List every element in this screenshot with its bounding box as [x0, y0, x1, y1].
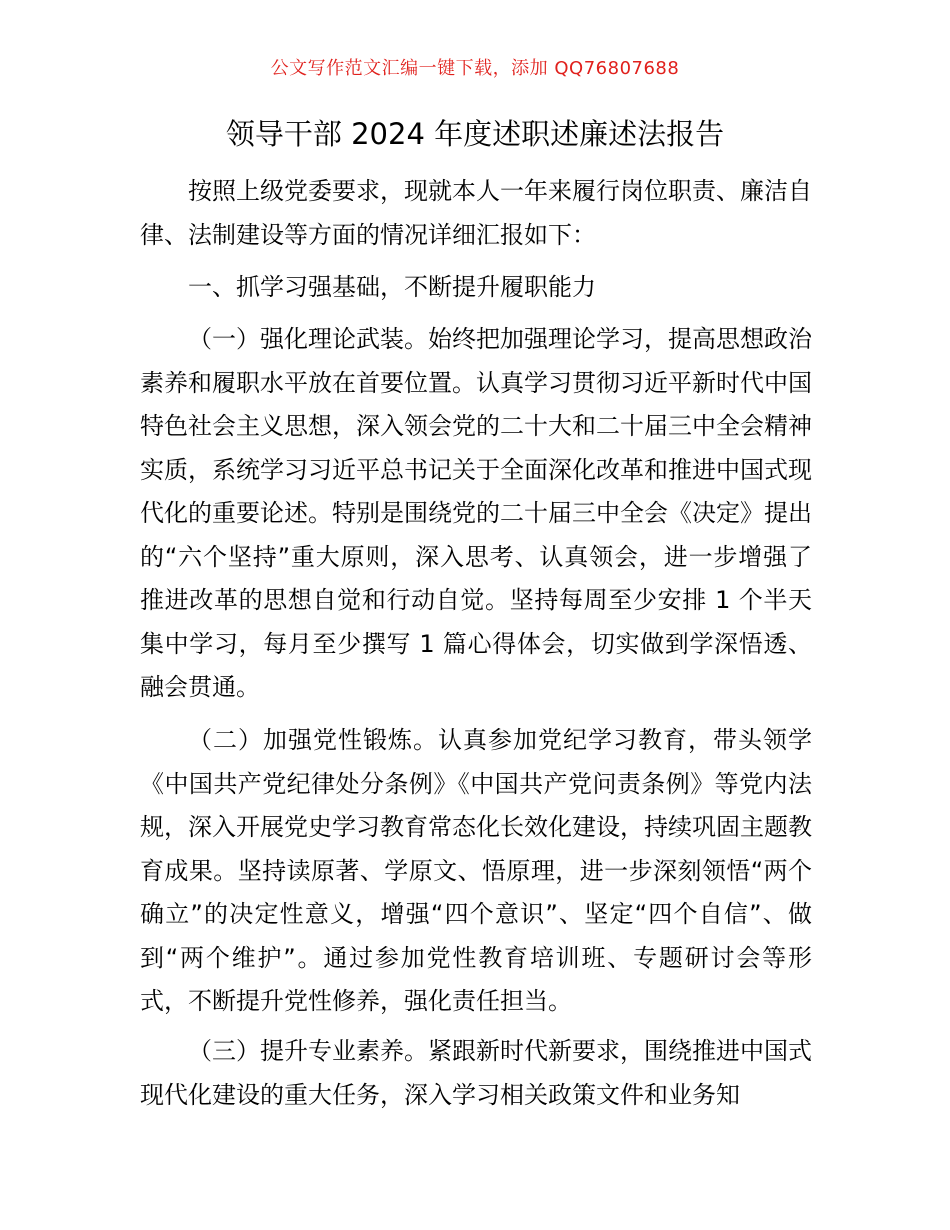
- intro-paragraph: 按照上级党委要求，现就本人一年来履行岗位职责、廉洁自律、法制建设等方面的情况详细汇报如下：: [140, 177, 812, 249]
- section-heading-1: 一、抓学习强基础，不断提升履职能力: [188, 273, 596, 301]
- subsection-3-paragraph: （三）提升专业素养。紧跟新时代新要求，围绕推进中国式现代化建设的重大任务，深入学习相关政策文件和业务知: [140, 1037, 812, 1109]
- document-title: 领导干部 2024 年度述职述廉述法报告: [225, 117, 725, 151]
- download-notice: 公文写作范文汇编一键下载，添加 QQ76807688: [270, 58, 680, 79]
- subsection-2-paragraph: （二）加强党性锻炼。认真参加党纪学习教育，带头领学《中国共产党纪律处分条例》《中国共产党问责条例》等党内法规，深入开展党史学习教育常态化长效化建设，持续巩固主题教育成果。坚持读原著、学原文、悟原理，进一步深刻领悟“两个确立”的决定性意义，增强“四个意识”、坚定“四个自信”、做到“两个维护”。通过参加党性教育培训班、专题研讨会等形式，不断提升党性修养，强化责任担当。: [140, 726, 812, 1015]
- subsection-1-paragraph: （一）强化理论武装。始终把加强理论学习，提高思想政治素养和履职水平放在首要位置。认真学习贯彻习近平新时代中国特色社会主义思想，深入领会党的二十大和二十届三中全会精神实质，系统学习习近平总书记关于全面深化改革和推进中国式现代化的重要论述。特别是围绕党的二十届三中全会《决定》提出的“六个坚持”重大原则，深入思考、认真领会，进一步增强了推进改革的思想自觉和行动自觉。坚持每周至少安排 1 个半天集中学习，每月至少撰写 1 篇心得体会，切实做到学深悟透、融会贯通。: [140, 325, 812, 701]
